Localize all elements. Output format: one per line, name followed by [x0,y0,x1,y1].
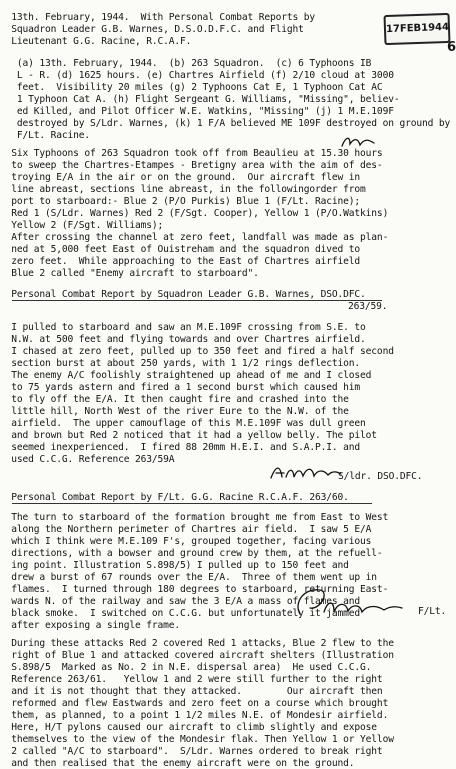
signature-warnes [268,462,344,484]
narrative-line: port to starboard:- Blue 2 (P/O Purkis) Blue 1 (F/Lt. Racine); [0,196,361,207]
report-line: I chased at zero feet, pulled up to 350 feet and fired a half second [0,346,394,357]
closing-line: During these attacks Red 2 covered Red 1 attacks, Blue 2 flew to the [0,638,394,649]
report-heading: Personal Combat Report by F/Lt. G.G. Racine R.C.A.F. 263/60. [0,492,349,503]
narrative-line: line abreast, sections line abreast, in the followingorder from [0,184,366,195]
closing-line: 2 called "A/C to starboard". S/Ldr. Warnes ordered to break right [0,746,383,757]
narrative-line: zero feet. While approaching to the East of Chartres airfield [0,256,361,267]
report-reference: 263/59. [348,301,388,312]
narrative-line: to sweep the Chartres-Etampes - Bretigny area with the aim of des- [0,160,383,171]
report-line: section burst at about 250 yards, with 1 1/2 rings deflection. [0,358,361,369]
closing-line: themselves to the view of the Mondesir flak. Then Yellow 1 or Yellow [0,734,394,745]
report-line: wards N. of the railway and saw the 3 E/A a mass of flames and [0,596,361,607]
closing-line: Here, H/T pylons caused our aircraft to climb slightly and expose [0,722,377,733]
summary-line: L - R. (d) 1625 hours. (e) Chartres Airfield (f) 2/10 cloud at 3000 [0,70,394,81]
narrative-line: Six Typhoons of 263 Squadron took off from Beaulieu at 15.30 hours [0,148,383,159]
summary-line: ed Killed, and Pilot Officer W.E. Watkins, "Missing" (j) 1 M.E.109F [0,106,394,117]
closing-line: and it is not thought that they attacked. Our aircraft then [0,686,383,697]
report-line: which I think were M.E.109 F's, grouped together, facing various [0,536,372,547]
heading-underline [12,300,382,301]
report-line: after exposing a single frame. [0,620,181,631]
report-heading: Personal Combat Report by Squadron Leader G.B. Warnes, DSO.DFC. [0,289,366,300]
closing-line: right of Blue 1 and attacked covered aircraft shelters (Illustration [0,650,394,661]
report-line: I pulled to starboard and saw an M.E.109F crossing from S.E. to [0,322,366,333]
report-line: N.W. at 500 feet and flying towards and over Chartres airfield. [0,334,366,345]
report-line: little hill, North West of the river Eure to the N.W. of the [0,406,349,417]
report-line: The enemy A/C foolishly straightened up ahead of me and I closed [0,370,372,381]
signature-title: S/ldr. DSO.DFC. [338,471,423,482]
narrative-line: Red 1 (S/Ldr. Warnes) Red 2 (F/Sgt. Cooper), Yellow 1 (P/O.Watkins) [0,208,389,219]
report-line: seemed inexperienced. I fired 88 20mm H.E.I. and S.A.P.I. and [0,442,361,453]
report-line: to 75 yards astern and fired a 1 second burst which caused him [0,382,361,393]
report-line: black smoke. I switched on C.C.G. but unfortunately it jammed [0,608,361,619]
narrative-line: Yellow 2 (F/Sgt. Williams); [0,220,164,231]
report-line: flames. I turned through 180 degrees to starboard, returning East- [0,584,389,595]
narrative-line: After crossing the channel at zero feet, landfall was made as plan- [0,232,389,243]
report-line: used C.C.G. Reference 263/59A [0,454,175,465]
report-line: airfield. The upper camouflage of this M.E.109F was dull green [0,418,366,429]
closing-line: reformed and flew Eastwards and zero feet on a course which brought [0,698,389,709]
narrative-line: Blue 2 called "Enemy aircraft to starboard". [0,268,259,279]
narrative-line: troying E/A in the air or on the ground. Our aircraft flew in [0,172,361,183]
report-line: The turn to starboard of the formation brought me from East to West [0,512,389,523]
header-line: Lieutenant G.G. Racine, R.C.A.F. [0,36,192,47]
report-line: and brown but Red 2 noticed that it had a yellow belly. The pilot [0,430,377,441]
signature-title: F/Lt. [418,606,447,617]
page-mark: 6 [447,40,456,55]
closing-line: them, as planned, to a point 1 1/2 miles N.E. of Mondesir airfield. [0,710,389,721]
report-line: directions, with a bowser and ground crew by them, at the refuell- [0,548,383,559]
summary-line: destroyed by S/Ldr. Warnes, (k) 1 F/A believed ME 109F destroyed on ground by [0,118,451,129]
closing-line: Reference 263/61. Yellow 1 and 2 were still further to the right [0,674,383,685]
heading-underline [12,503,372,504]
summary-line: feet. Visibility 20 miles (g) 2 Typhoons Cat E, 1 Typhoon Cat AC [0,82,383,93]
narrative-line: ned at 5,000 feet East of Ouistreham and the squadron dived to [0,244,361,255]
header-line: Squadron Leader G.B. Warnes, D.S.O.D.F.C. and Flight [0,24,304,35]
closing-line: S.898/5 Marked as No. 2 in N.E. dispersal area) He used C.C.G. [0,662,372,673]
report-line: ing point. Illustration S.898/5) I pulled up to 150 feet and [0,560,349,571]
signature-racine [290,584,406,624]
summary-line: (a) 13th. February, 1944. (b) 263 Squadron. (c) 6 Typhoons IB [0,58,372,69]
summary-line: 1 Typhoon Cat A. (h) Flight Sergeant G. Williams, "Missing", believ- [0,94,400,105]
report-line: drew a burst of 67 rounds over the E/A. Three of them went up in [0,572,377,583]
closing-line: and then realised that the enemy aircraft were on the ground. [0,758,355,769]
summary-line: F/Lt. Racine. [0,130,91,141]
received-date-stamp: 17FEB1944 [383,13,450,45]
report-line: to fly off the E/A. It then caught fire and crashed into the [0,394,349,405]
report-line: along the Northern perimeter of Chartres air field. I saw 5 E/A [0,524,372,535]
header-line: 13th. February, 1944. With Personal Combat Reports by [0,12,316,23]
